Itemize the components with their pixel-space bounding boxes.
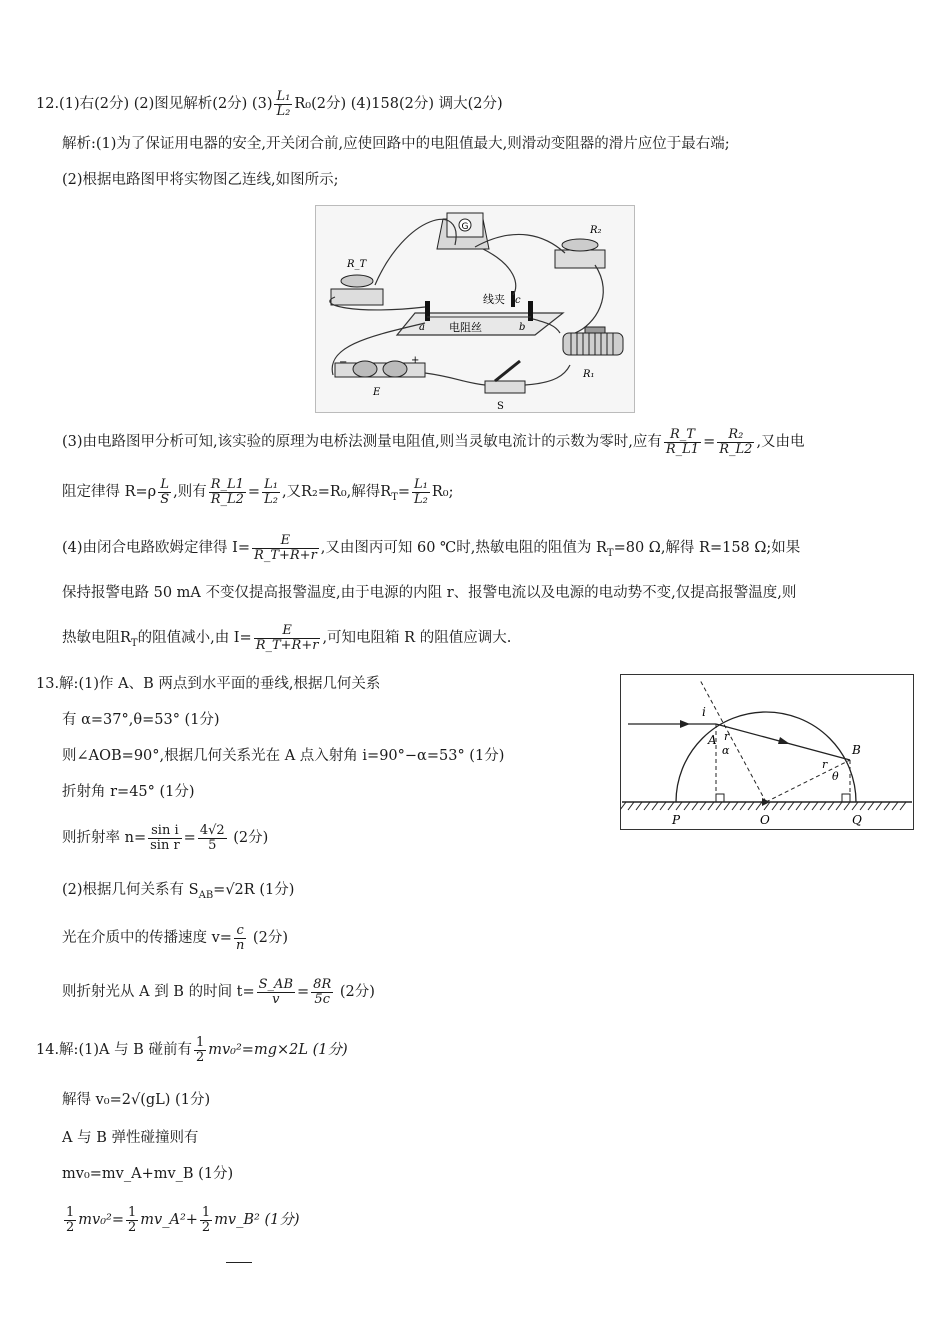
fraction: $\frac{1}{2}$ xyxy=(66,1205,75,1235)
fraction: $\frac{E}{R\_T+R+r}$ xyxy=(254,533,317,563)
q12-answer-line xyxy=(36,90,503,118)
rt-label: R_T xyxy=(347,259,367,270)
g-label: G xyxy=(461,222,469,232)
label-theta: θ xyxy=(832,770,839,783)
q12-analysis-4b: 保持报警电路 50 mA 不变仅提高报警温度,由于电源的内阻 r、报警电流以及电源的电动势不变,仅提高报警温度,则 xyxy=(62,585,797,601)
fraction: $\frac{R\_T}{R\_L1}$ xyxy=(665,427,700,457)
fraction: $\frac{1}{2}$ xyxy=(128,1205,137,1235)
wire-label: 电阻丝 xyxy=(449,321,482,334)
label-a: A xyxy=(708,733,717,747)
q13-line-1: 13.解:(1)作 A、B 两点到水平面的垂线,根据几何关系 xyxy=(36,676,381,692)
fraction: $\frac{R\_L1}{R\_L2}$ xyxy=(210,477,244,507)
q12-analysis-1: 解析:(1)为了保证用电器的安全,开关闭合前,应使回路中的电阻值最大,则滑动变阻器的滑片应位于最右端; xyxy=(62,136,730,152)
fraction: $\frac{\text{L₁}}{\text{L₂}}$ xyxy=(264,477,278,507)
fraction: $\frac{L}{S}$ xyxy=(160,477,170,507)
q14-line-2: 解得 v₀=2√(gL) (1分) xyxy=(62,1092,211,1108)
sqrt-fragment xyxy=(226,1262,252,1269)
fraction: $\frac{E}{R\_T+R+r}$ xyxy=(255,623,319,653)
fraction: $\frac{\text{L₁}}{\text{L₂}}$ xyxy=(276,89,291,119)
fraction: $\frac{\text{L₁}}{\text{L₂}}$ xyxy=(414,477,428,507)
q12-analysis-4c: 热敏电阻$R_T$的阻值减小,由 I= $\frac{E}{R\_T+R+r}$ ,可知电阻箱 R 的阻值应调大. xyxy=(62,623,512,653)
label-r2: r xyxy=(822,758,828,771)
q12-analysis-4a: (4)由闭合电路欧姆定律得 I= $\frac{E}{R\_T+R+r}$ ,又由图丙可知 60 ℃时,热敏电阻的阻值为 $R_T=80$ Ω,解得 R=158 Ω;如果 xyxy=(62,533,801,563)
q13-line-7: 光在介质中的传播速度 v= $\frac{c}{n}$ (2分) xyxy=(62,923,288,953)
q13-line-3: 则∠AOB=90°,根据几何关系光在 A 点入射角 i=90°−α=53° (1分) xyxy=(62,748,505,764)
clip-label: 线夹 xyxy=(483,293,505,306)
q14-line-1: 14.解:(1)A 与 B 碰前有 $\frac{1}{2}$ mv₀²=mg×2L (1分) xyxy=(36,1035,348,1065)
fraction: $\frac{8R}{5c}$ xyxy=(313,977,332,1007)
fraction: $\frac{\text{sin i}}{\text{sin r}}$ xyxy=(150,823,180,853)
q14-line-5: $\frac{1}{2}$ mv₀²= $\frac{1}{2}$ mv_A²+ $\frac{1}{2}$ mv_B² (1分) xyxy=(66,1205,300,1235)
label-alpha: α xyxy=(722,744,730,757)
q12-header-tail: R₀(2分) (4)158(2分) 调大(2分) xyxy=(294,96,503,113)
q14-line-4: mv₀=mv_A+mv_B (1分) xyxy=(62,1166,234,1182)
terminal-b xyxy=(528,301,533,321)
b-label: b xyxy=(519,322,526,333)
q12-analysis-3a: (3)由电路图甲分析可知,该实验的原理为电桥法测量电阻值,则当灵敏电流计的示数为零时,应有 $\frac{R\_T}{R\_L1}$ = $\frac{\text{R₂}}{R\_L2}$ ,又由电 xyxy=(62,427,805,457)
fraction: $\frac{1}{2}$ xyxy=(201,1205,211,1235)
q14-line-3: A 与 B 弹性碰撞则有 xyxy=(62,1130,199,1146)
label-o: O xyxy=(760,813,770,827)
fraction: $\frac{4√2}{5}$ xyxy=(199,823,225,853)
q13-line-5: 则折射率 n= $\frac{\text{sin i}}{\text{sin r}}$ = $\frac{4√2}{5}$ (2分) xyxy=(62,823,269,853)
label-i: i xyxy=(702,705,706,719)
minus-label: − xyxy=(339,357,348,368)
label-p: P xyxy=(672,813,681,827)
terminal-a xyxy=(425,301,430,321)
label-b: B xyxy=(852,743,861,757)
q13-line-8: 则折射光从 A 到 B 的时间 t= $\frac{S\_AB}{v}$ = $\frac{8R}{5c}$ (2分) xyxy=(62,977,375,1007)
fraction: $\frac{1}{2}$ xyxy=(195,1035,205,1065)
fraction: $\frac{c}{n}$ xyxy=(235,923,245,953)
q12-header-text: 12.(1)右(2分) (2)图见解析(2分) (3) xyxy=(36,96,273,113)
circuit-svg xyxy=(315,205,635,413)
label-r1: r xyxy=(724,730,730,743)
s-label: S xyxy=(497,401,504,412)
r1-label: R₁ xyxy=(583,369,595,380)
r2-label: R₂ xyxy=(590,225,602,236)
label-q: Q xyxy=(852,813,862,827)
q13-line-4: 折射角 r=45° (1分) xyxy=(62,784,195,800)
fraction: $\frac{\text{R₂}}{R\_L2}$ xyxy=(719,427,753,457)
q13-line-6: (2)根据几何关系有 $S_{AB}=√2R$ (1分) xyxy=(62,882,295,901)
e-label: E xyxy=(373,387,381,398)
q13-line-2: 有 α=37°,θ=53° (1分) xyxy=(62,712,220,728)
plus-label: + xyxy=(411,355,420,366)
a-label: a xyxy=(419,322,425,333)
optics-svg xyxy=(620,674,914,830)
c-label: c xyxy=(515,295,521,306)
circuit-diagram xyxy=(315,205,635,413)
optics-diagram xyxy=(620,674,914,830)
q12-analysis-2: (2)根据电路图甲将实物图乙连线,如图所示; xyxy=(62,172,339,188)
fraction: $\frac{S\_AB}{v}$ xyxy=(258,977,294,1007)
q12-analysis-3b: 阻定律得 R=ρ $\frac{L}{S}$ ,则有 $\frac{R\_L1}{R\_L2}$ = $\frac{\text{L₁}}{\text{L₂}}$ ,又R₂=R₀,解得$R_T=$ $\frac{\text{L₁}}{\text{L₂}}$ R₀; xyxy=(62,477,454,507)
